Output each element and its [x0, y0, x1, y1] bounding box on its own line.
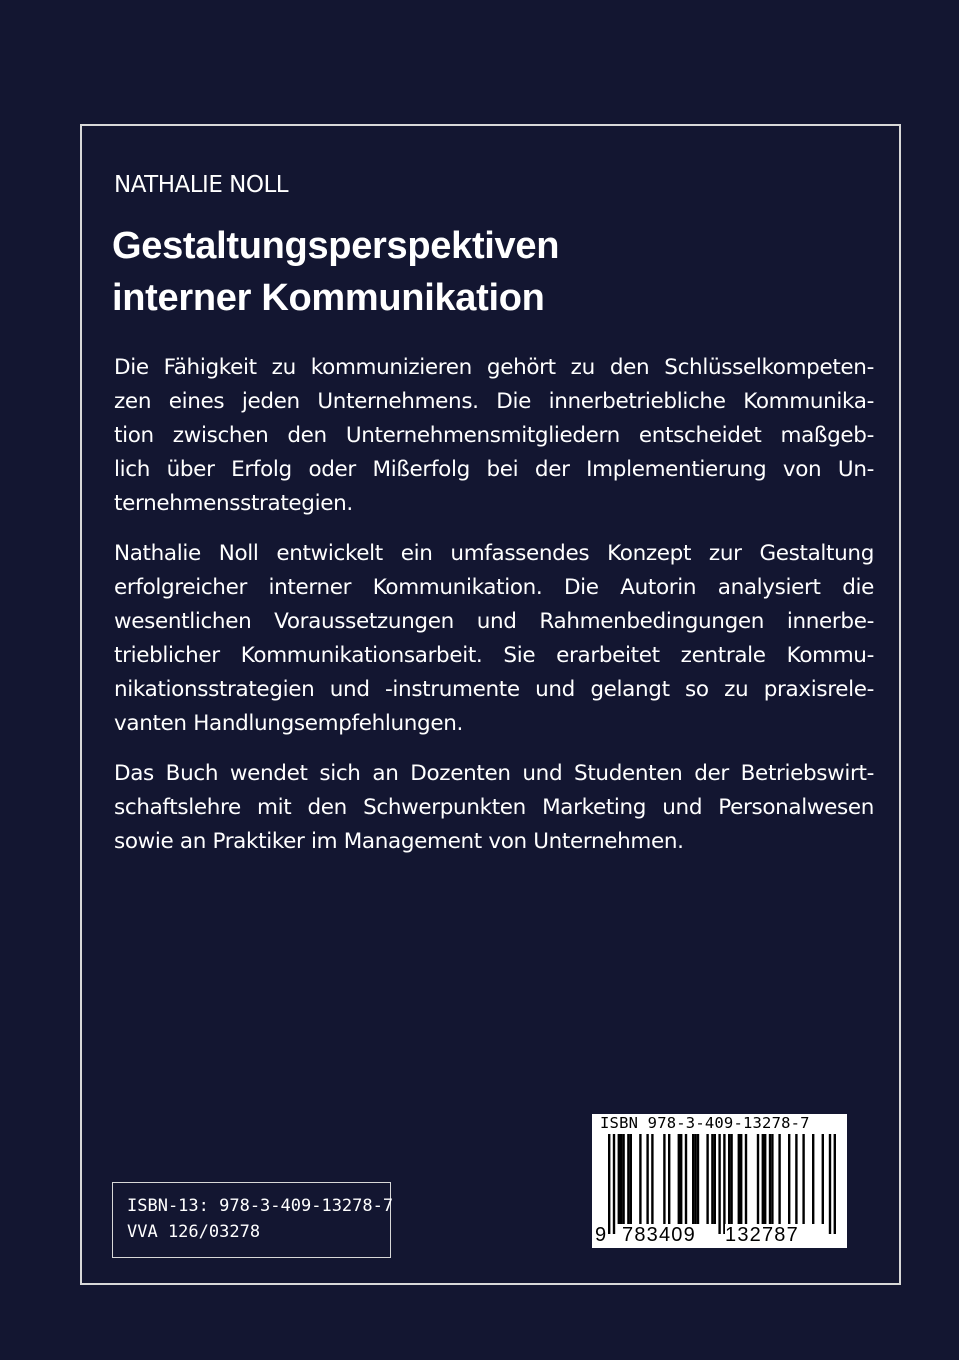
- barcode-isbn-text: ISBN 978-3-409-13278-7: [600, 1114, 810, 1132]
- barcode-bar: [795, 1134, 797, 1224]
- barcode-bar: [663, 1134, 665, 1224]
- barcode-bar: [678, 1134, 680, 1224]
- barcode-bar: [706, 1134, 708, 1224]
- barcode-bar: [745, 1134, 747, 1224]
- barcode-bar: [812, 1134, 814, 1224]
- barcode-bar: [728, 1134, 730, 1224]
- blurb-line: Das Buch wendet sich an Dozenten und Studenten der Betriebswirt-: [114, 761, 874, 786]
- isbn-13-line: ISBN-13: 978-3-409-13278-7: [127, 1196, 394, 1216]
- blurb-line: Nathalie Noll entwickelt ein umfassendes Konzept zur Gestaltung: [114, 541, 874, 566]
- barcode-digit-group-left: 783409: [622, 1224, 696, 1246]
- barcode-bar: [764, 1134, 766, 1224]
- barcode-bar: [618, 1134, 620, 1224]
- barcode-bar: [778, 1134, 780, 1224]
- barcode-digit-group-right: 132787: [725, 1224, 799, 1246]
- barcode-bar: [718, 1134, 720, 1234]
- barcode-bar: [668, 1134, 670, 1224]
- barcode-bar: [627, 1134, 629, 1224]
- blurb-line: sowie an Praktiker im Management von Unternehmen.: [114, 829, 684, 854]
- barcode-bar: [834, 1134, 836, 1234]
- barcode-bar: [723, 1134, 725, 1234]
- barcode-bar: [714, 1134, 716, 1224]
- barcode-bar: [757, 1134, 759, 1224]
- barcode-bar: [788, 1134, 790, 1224]
- barcode-bar: [802, 1134, 804, 1224]
- blurb: [114, 351, 874, 875]
- blurb-line: vanten Handlungsempfehlungen.: [114, 711, 463, 736]
- barcode-bar: [711, 1134, 713, 1224]
- blurb-line: wesentlichen Voraussetzungen und Rahmenbedingungen innerbe-: [114, 609, 874, 634]
- barcode-bar: [646, 1134, 648, 1224]
- barcode-bar: [771, 1134, 773, 1224]
- barcode-bar: [620, 1134, 622, 1224]
- barcode-bar: [608, 1134, 610, 1234]
- barcode-digits: [592, 1224, 847, 1248]
- barcode-bar: [730, 1134, 732, 1224]
- barcode-lead-digit: 9: [595, 1224, 607, 1246]
- barcode-bar: [738, 1134, 740, 1224]
- barcode-bar: [613, 1134, 615, 1234]
- blurb-line: Die Fähigkeit zu kommunizieren gehört zu den Schlüsselkompeten-: [114, 355, 874, 380]
- isbn-info-box: [112, 1182, 394, 1258]
- blurb-line: lich über Erfolg oder Mißerfolg bei der Implementierung von Un-: [114, 457, 874, 482]
- title-line-2: interner Kommunikation: [112, 277, 545, 319]
- barcode-bar: [685, 1134, 687, 1224]
- barcode-bar: [651, 1134, 653, 1224]
- barcode-bar: [622, 1134, 624, 1224]
- barcode-bars: [592, 1134, 847, 1234]
- barcode-bar: [697, 1134, 699, 1224]
- barcode-bar: [829, 1134, 831, 1234]
- blurb-line: zen eines jeden Unternehmens. Die innerbetriebliche Kommunika-: [114, 389, 874, 414]
- barcode-bar: [680, 1134, 682, 1224]
- blurb-line: trieblicher Kommunikationsarbeit. Sie erarbeitet zentrale Kommu-: [114, 643, 874, 668]
- blurb-paragraph-1: [114, 351, 874, 521]
- barcode-bar: [769, 1134, 771, 1224]
- barcode-bar: [740, 1134, 742, 1224]
- barcode: [592, 1114, 847, 1248]
- barcode-bar: [630, 1134, 632, 1224]
- barcode-bar: [639, 1134, 641, 1224]
- blurb-line: tion zwischen den Unternehmensmitgliedern entscheidet maßgeb-: [114, 423, 874, 448]
- blurb-line: nikationsstrategien und -instrumente und gelangt so zu praxisrele-: [114, 677, 874, 702]
- blurb-line: ternehmensstrategien.: [114, 491, 353, 516]
- barcode-bar: [762, 1134, 764, 1224]
- author-name: NATHALIE NOLL: [114, 172, 289, 198]
- blurb-line: erfolgreicher interner Kommunikation. Die Autorin analysiert die: [114, 575, 874, 600]
- blurb-line: schaftslehre mit den Schwerpunkten Marketing und Personalwesen: [114, 795, 874, 820]
- vva-number-line: VVA 126/03278: [127, 1222, 261, 1242]
- barcode-bar: [694, 1134, 696, 1224]
- barcode-bar: [822, 1134, 824, 1224]
- blurb-paragraph-2: [114, 537, 874, 741]
- book-title: [112, 220, 559, 324]
- barcode-bar: [692, 1134, 694, 1224]
- title-line-1: Gestaltungsperspektiven: [112, 225, 560, 267]
- blurb-paragraph-3: [114, 757, 874, 859]
